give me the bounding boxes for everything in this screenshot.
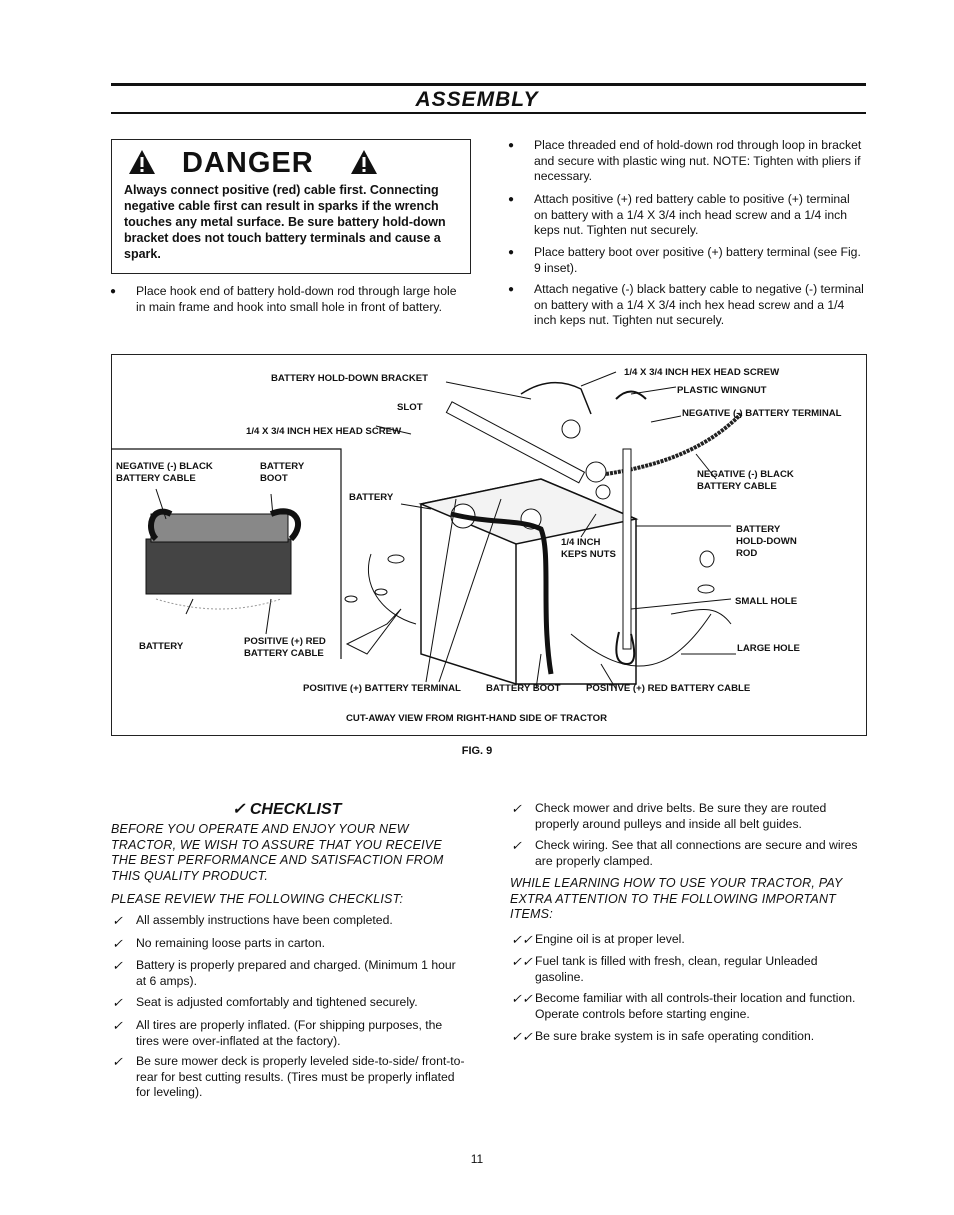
double-checkmark-icon: ✓✓ xyxy=(511,991,533,1006)
list-item xyxy=(508,245,866,276)
checklist-title-text: CHECKLIST xyxy=(249,801,342,818)
learning-item-text: Engine oil is at proper level. xyxy=(535,932,685,946)
label-keps-nuts: 1/4 INCH KEPS NUTS xyxy=(561,537,616,560)
list-item xyxy=(112,936,468,952)
checkmark-icon: ✓ xyxy=(112,913,123,928)
label-pos-terminal: POSITIVE (+) BATTERY TERMINAL xyxy=(303,683,461,694)
double-checkmark-icon: ✓✓ xyxy=(511,932,533,947)
checklist-title xyxy=(232,799,341,819)
list-item xyxy=(112,1054,468,1101)
double-checkmark-icon: ✓✓ xyxy=(511,1029,533,1044)
bullet-icon: ● xyxy=(508,247,515,258)
step-text: Attach negative (-) black battery cable to negative (-) terminal on battery with a 1/4 X 3/4 inch hex head screw and a 1/4 inch keps nut. Tighten nut securely. xyxy=(534,282,864,328)
label-battery-boot-inset: BATTERY BOOT xyxy=(260,461,305,484)
label-neg-terminal: NEGATIVE (-) BATTERY TERMINAL xyxy=(682,408,842,419)
checkmark-icon: ✓ xyxy=(112,936,123,951)
checklist-intro: BEFORE YOU OPERATE AND ENJOY YOUR NEW TRACTOR, WE WISH TO ASSURE THAT YOU RECEIVE THE BEST PERFORMANCE AND SATISFACTION FROM THIS QUALITY PRODUCT. xyxy=(111,822,444,883)
label-battery-inset: BATTERY xyxy=(139,641,184,652)
label-neg-cable-left: NEGATIVE (-) BLACK BATTERY CABLE xyxy=(116,461,213,484)
checklist-item-text: No remaining loose parts in carton. xyxy=(136,936,326,950)
learning-item-text: Become familiar with all controls-their location and function. Operate controls before starting engine. xyxy=(535,991,856,1021)
step-text: Place hook end of battery hold-down rod through large hole in main frame and hook into small hole in front of battery. xyxy=(136,284,457,314)
step-text: Place battery boot over positive (+) battery terminal (see Fig. 9 inset). xyxy=(534,245,861,275)
list-item xyxy=(112,995,468,1011)
danger-word: DANGER xyxy=(182,147,314,179)
bullet-icon: ● xyxy=(508,194,515,205)
checkmark-icon: ✓ xyxy=(511,801,522,816)
checklist-item-text: All tires are properly inflated. (For shipping purposes, the tires were over-inflated at the factory). xyxy=(136,1018,443,1048)
checkmark-icon: ✓ xyxy=(112,958,123,973)
label-slot: SLOT xyxy=(397,402,423,413)
label-large-hole: LARGE HOLE xyxy=(737,643,800,654)
checklist-item-text: Seat is adjusted comfortably and tightened securely. xyxy=(136,995,418,1009)
checklist-item-text: Be sure mower deck is properly leveled side-to-side/ front-to-rear for best cutting results. (Tires must be properly inflated for leveling). xyxy=(136,1054,465,1100)
list-item xyxy=(112,1018,468,1049)
double-checkmark-icon: ✓✓ xyxy=(511,954,533,969)
page-title: ASSEMBLY xyxy=(415,88,539,111)
label-small-hole: SMALL HOLE xyxy=(735,596,798,607)
warning-triangle-icon xyxy=(128,149,156,175)
list-item xyxy=(508,282,866,329)
header-rule-bottom xyxy=(111,112,866,114)
label-neg-cable-right: NEGATIVE (-) BLACK BATTERY CABLE xyxy=(697,469,794,492)
checkmark-icon: ✓ xyxy=(112,1054,123,1069)
list-item xyxy=(511,801,866,832)
label-pos-cable: POSITIVE (+) RED BATTERY CABLE xyxy=(586,683,751,694)
learning-item-text: Fuel tank is filled with fresh, clean, regular Unleaded gasoline. xyxy=(535,954,818,984)
step-text: Place threaded end of hold-down rod through loop in bracket and secure with plastic wing nut. NOTE: Tighten with pliers if necessary. xyxy=(534,138,862,184)
checklist-item-text: Check mower and drive belts. Be sure they are routed properly around pulleys and inside all belt guides. xyxy=(535,801,827,831)
checkmark-icon: ✓ xyxy=(112,1018,123,1033)
list-item xyxy=(508,192,866,239)
list-item xyxy=(511,991,866,1022)
danger-text: Always connect positive (red) cable first. Connecting negative cable first can result in sparks if the wrench touches any metal surface. Be sure battery hold-down bracket does not touch battery terminals and cause a spark. xyxy=(124,183,446,261)
label-hold-down-bracket: BATTERY HOLD-DOWN BRACKET xyxy=(271,373,429,384)
list-item xyxy=(508,138,866,185)
bullet-icon: ● xyxy=(508,140,515,151)
checkmark-icon: ✓ xyxy=(232,801,250,818)
bullet-icon: ● xyxy=(508,284,515,295)
list-item xyxy=(112,913,468,929)
label-plastic-wingnut: PLASTIC WINGNUT xyxy=(677,385,767,396)
label-hex-screw-right: 1/4 X 3/4 INCH HEX HEAD SCREW xyxy=(624,367,780,378)
checklist-review: PLEASE REVIEW THE FOLLOWING CHECKLIST: xyxy=(111,892,404,906)
list-item xyxy=(511,954,866,985)
list-item xyxy=(511,932,866,948)
danger-heading xyxy=(124,147,454,181)
list-item xyxy=(511,838,866,869)
label-hold-down-rod: BATTERY HOLD-DOWN ROD xyxy=(736,524,797,559)
label-hex-screw-left: 1/4 X 3/4 INCH HEX HEAD SCREW xyxy=(246,426,402,437)
checkmark-icon: ✓ xyxy=(112,995,123,1010)
figure-caption: FIG. 9 xyxy=(461,745,493,757)
header-rule-top xyxy=(111,83,866,86)
label-pos-cable-inset: POSITIVE (+) RED BATTERY CABLE xyxy=(244,636,326,659)
label-battery-boot: BATTERY BOOT xyxy=(486,683,561,694)
learning-intro: WHILE LEARNING HOW TO USE YOUR TRACTOR, PAY EXTRA ATTENTION TO THE FOLLOWING IMPORTANT ITEMS: xyxy=(510,876,843,922)
checklist-item-text: All assembly instructions have been completed. xyxy=(136,913,393,927)
step-text: Attach positive (+) red battery cable to positive (+) terminal on battery with a 1/4 X 3/4 inch head screw and a 1/4 inch keps nut. Tighten nut securely. xyxy=(534,192,850,238)
checklist-item-text: Check wiring. See that all connections are secure and wires are properly clamped. xyxy=(535,838,858,868)
checklist-item-text: Battery is properly prepared and charged. (Minimum 1 hour at 6 amps). xyxy=(136,958,456,988)
list-item xyxy=(110,284,466,315)
label-view-note: CUT-AWAY VIEW FROM RIGHT-HAND SIDE OF TRACTOR xyxy=(346,713,607,724)
list-item xyxy=(112,958,468,989)
label-battery-main: BATTERY xyxy=(349,492,394,503)
list-item xyxy=(511,1029,866,1045)
warning-triangle-icon xyxy=(350,149,378,175)
page-number: 11 xyxy=(470,1152,484,1166)
bullet-icon: ● xyxy=(110,286,117,297)
checkmark-icon: ✓ xyxy=(511,838,522,853)
learning-item-text: Be sure brake system is in safe operating condition. xyxy=(535,1029,815,1043)
